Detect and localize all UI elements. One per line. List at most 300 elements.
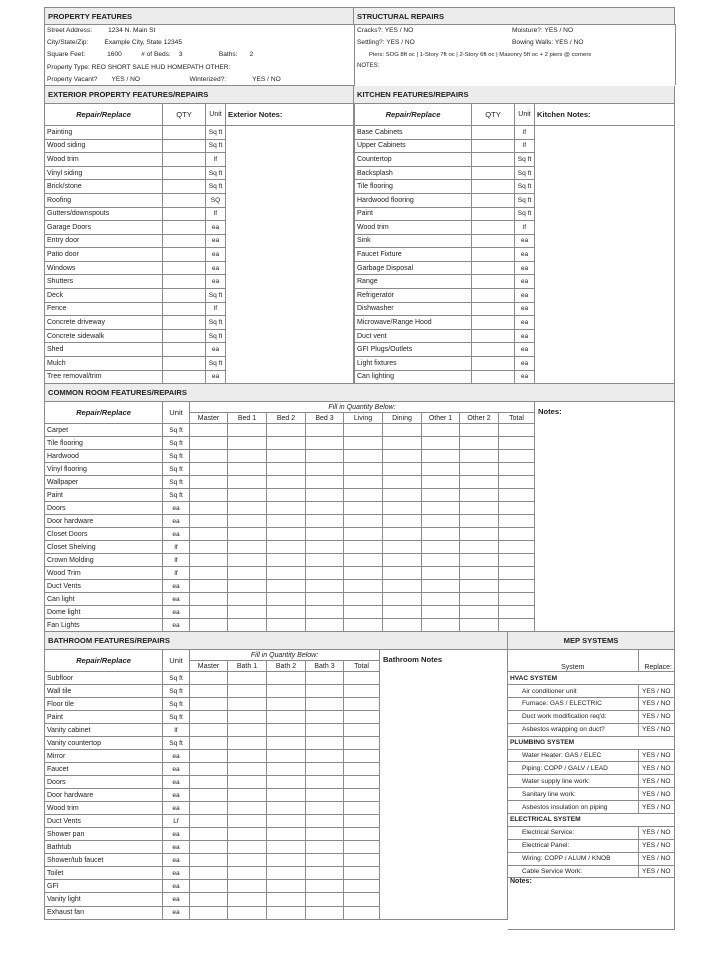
common-room-qty-cell[interactable] — [383, 502, 422, 515]
street-field[interactable] — [45, 25, 355, 37]
common-room-qty-cell[interactable] — [267, 580, 306, 593]
bathroom-qty-cell[interactable] — [228, 854, 267, 867]
mep-yes-no[interactable]: YES / NO — [638, 723, 675, 736]
bathroom-qty-cell[interactable] — [228, 698, 267, 711]
exterior-qty-cell[interactable] — [163, 275, 206, 289]
bathroom-qty-cell[interactable] — [306, 750, 344, 763]
common-room-qty-cell[interactable] — [460, 528, 499, 541]
common-room-qty-cell[interactable] — [499, 476, 535, 489]
common-room-qty-cell[interactable] — [228, 476, 267, 489]
common-room-qty-cell[interactable] — [499, 489, 535, 502]
common-room-qty-cell[interactable] — [267, 554, 306, 567]
bathroom-qty-cell[interactable] — [228, 841, 267, 854]
bathroom-qty-cell[interactable] — [267, 737, 306, 750]
bathroom-qty-cell[interactable] — [228, 893, 267, 906]
common-room-qty-cell[interactable] — [306, 619, 344, 632]
mep-notes[interactable]: Notes: — [508, 878, 675, 930]
bathroom-qty-cell[interactable] — [344, 815, 380, 828]
bathroom-qty-cell[interactable] — [190, 776, 228, 789]
bathroom-qty-cell[interactable] — [306, 802, 344, 815]
common-room-qty-cell[interactable] — [190, 606, 228, 619]
mep-yes-no[interactable]: YES / NO — [638, 788, 675, 801]
bathroom-qty-cell[interactable] — [344, 737, 380, 750]
common-room-qty-cell[interactable] — [190, 502, 228, 515]
common-room-qty-cell[interactable] — [306, 463, 344, 476]
common-room-qty-cell[interactable] — [344, 567, 383, 580]
common-room-qty-cell[interactable] — [267, 593, 306, 606]
common-room-qty-cell[interactable] — [228, 437, 267, 450]
common-room-qty-cell[interactable] — [228, 606, 267, 619]
common-room-qty-cell[interactable] — [228, 567, 267, 580]
common-room-qty-cell[interactable] — [383, 437, 422, 450]
bathroom-qty-cell[interactable] — [190, 750, 228, 763]
bathroom-qty-cell[interactable] — [228, 815, 267, 828]
common-room-qty-cell[interactable] — [383, 489, 422, 502]
common-room-qty-cell[interactable] — [460, 463, 499, 476]
common-room-qty-cell[interactable] — [344, 619, 383, 632]
common-room-qty-cell[interactable] — [499, 567, 535, 580]
bathroom-qty-cell[interactable] — [306, 763, 344, 776]
common-room-qty-cell[interactable] — [190, 619, 228, 632]
cracks-moisture-row[interactable] — [355, 25, 676, 37]
mep-yes-no[interactable]: YES / NO — [638, 749, 675, 762]
common-room-qty-cell[interactable] — [383, 515, 422, 528]
common-room-qty-cell[interactable] — [422, 541, 460, 554]
bathroom-qty-cell[interactable] — [306, 906, 344, 919]
mep-yes-no[interactable]: YES / NO — [638, 710, 675, 723]
exterior-qty-cell[interactable] — [163, 166, 206, 180]
kitchen-qty-cell[interactable] — [472, 248, 515, 262]
common-room-qty-cell[interactable] — [190, 528, 228, 541]
common-room-qty-cell[interactable] — [383, 580, 422, 593]
bathroom-qty-cell[interactable] — [228, 880, 267, 893]
kitchen-qty-cell[interactable] — [472, 275, 515, 289]
mep-yes-no[interactable]: YES / NO — [638, 775, 675, 788]
common-room-qty-cell[interactable] — [422, 476, 460, 489]
common-room-qty-cell[interactable] — [499, 502, 535, 515]
exterior-qty-cell[interactable] — [163, 221, 206, 235]
common-room-qty-cell[interactable] — [422, 437, 460, 450]
common-room-qty-cell[interactable] — [344, 606, 383, 619]
kitchen-notes-area[interactable] — [535, 125, 675, 383]
common-room-qty-cell[interactable] — [306, 515, 344, 528]
common-room-qty-cell[interactable] — [422, 450, 460, 463]
bathroom-qty-cell[interactable] — [306, 724, 344, 737]
common-room-qty-cell[interactable] — [267, 606, 306, 619]
common-room-qty-cell[interactable] — [306, 567, 344, 580]
bathroom-qty-cell[interactable] — [267, 724, 306, 737]
common-room-qty-cell[interactable] — [228, 593, 267, 606]
common-room-qty-cell[interactable] — [499, 541, 535, 554]
common-room-qty-cell[interactable] — [422, 463, 460, 476]
bathroom-qty-cell[interactable] — [228, 685, 267, 698]
common-room-qty-cell[interactable] — [228, 450, 267, 463]
common-room-qty-cell[interactable] — [190, 463, 228, 476]
common-room-qty-cell[interactable] — [499, 606, 535, 619]
common-room-qty-cell[interactable] — [422, 489, 460, 502]
bathroom-qty-cell[interactable] — [306, 698, 344, 711]
common-room-qty-cell[interactable] — [190, 424, 228, 437]
bathroom-qty-cell[interactable] — [228, 711, 267, 724]
kitchen-qty-cell[interactable] — [472, 221, 515, 235]
common-room-qty-cell[interactable] — [267, 450, 306, 463]
common-room-qty-cell[interactable] — [422, 606, 460, 619]
bathroom-qty-cell[interactable] — [228, 789, 267, 802]
bathroom-qty-cell[interactable] — [267, 867, 306, 880]
bathroom-qty-cell[interactable] — [228, 724, 267, 737]
structural-notes[interactable]: NOTES: — [355, 61, 676, 85]
common-room-qty-cell[interactable] — [228, 580, 267, 593]
common-room-qty-cell[interactable] — [267, 541, 306, 554]
bathroom-qty-cell[interactable] — [344, 880, 380, 893]
city-field[interactable] — [45, 37, 355, 49]
common-room-qty-cell[interactable] — [499, 424, 535, 437]
bathroom-qty-cell[interactable] — [190, 841, 228, 854]
common-room-qty-cell[interactable] — [190, 541, 228, 554]
common-room-qty-cell[interactable] — [228, 541, 267, 554]
common-room-qty-cell[interactable] — [460, 502, 499, 515]
common-room-qty-cell[interactable] — [190, 450, 228, 463]
common-room-qty-cell[interactable] — [228, 424, 267, 437]
common-room-qty-cell[interactable] — [383, 463, 422, 476]
exterior-qty-cell[interactable] — [163, 234, 206, 248]
common-room-qty-cell[interactable] — [422, 593, 460, 606]
common-room-qty-cell[interactable] — [306, 502, 344, 515]
common-room-qty-cell[interactable] — [228, 554, 267, 567]
bathroom-qty-cell[interactable] — [306, 685, 344, 698]
exterior-qty-cell[interactable] — [163, 180, 206, 194]
common-room-qty-cell[interactable] — [499, 450, 535, 463]
bathroom-qty-cell[interactable] — [228, 867, 267, 880]
exterior-qty-cell[interactable] — [163, 370, 206, 384]
common-room-qty-cell[interactable] — [344, 593, 383, 606]
common-room-qty-cell[interactable] — [344, 463, 383, 476]
bathroom-qty-cell[interactable] — [306, 737, 344, 750]
bathroom-qty-cell[interactable] — [267, 815, 306, 828]
bathroom-qty-cell[interactable] — [228, 737, 267, 750]
exterior-qty-cell[interactable] — [163, 193, 206, 207]
bathroom-qty-cell[interactable] — [190, 906, 228, 919]
bathroom-qty-cell[interactable] — [344, 893, 380, 906]
bathroom-qty-cell[interactable] — [267, 750, 306, 763]
common-room-qty-cell[interactable] — [422, 567, 460, 580]
common-room-qty-cell[interactable] — [499, 515, 535, 528]
common-room-qty-cell[interactable] — [422, 528, 460, 541]
common-room-qty-cell[interactable] — [460, 580, 499, 593]
bathroom-qty-cell[interactable] — [344, 685, 380, 698]
common-room-qty-cell[interactable] — [499, 554, 535, 567]
exterior-qty-cell[interactable] — [163, 153, 206, 167]
common-room-qty-cell[interactable] — [306, 580, 344, 593]
bathroom-qty-cell[interactable] — [267, 802, 306, 815]
bathroom-qty-cell[interactable] — [306, 867, 344, 880]
kitchen-qty-cell[interactable] — [472, 343, 515, 357]
bathroom-qty-cell[interactable] — [344, 854, 380, 867]
common-room-qty-cell[interactable] — [460, 515, 499, 528]
bathroom-qty-cell[interactable] — [190, 724, 228, 737]
bathroom-qty-cell[interactable] — [344, 763, 380, 776]
bathroom-qty-cell[interactable] — [344, 789, 380, 802]
bathroom-qty-cell[interactable] — [344, 776, 380, 789]
common-room-qty-cell[interactable] — [499, 437, 535, 450]
bathroom-qty-cell[interactable] — [306, 711, 344, 724]
bathroom-qty-cell[interactable] — [190, 672, 228, 685]
vacant-field[interactable] — [45, 73, 355, 85]
exterior-notes-area[interactable] — [226, 125, 354, 383]
mep-yes-no[interactable]: YES / NO — [638, 852, 675, 865]
common-room-qty-cell[interactable] — [267, 476, 306, 489]
property-type-field[interactable] — [45, 61, 355, 73]
bathroom-qty-cell[interactable] — [228, 906, 267, 919]
bathroom-qty-cell[interactable] — [228, 802, 267, 815]
kitchen-qty-cell[interactable] — [472, 302, 515, 316]
exterior-qty-cell[interactable] — [163, 316, 206, 330]
bathroom-qty-cell[interactable] — [190, 737, 228, 750]
common-room-qty-cell[interactable] — [460, 424, 499, 437]
bathroom-qty-cell[interactable] — [267, 841, 306, 854]
common-room-qty-cell[interactable] — [190, 489, 228, 502]
bathroom-qty-cell[interactable] — [267, 789, 306, 802]
kitchen-qty-cell[interactable] — [472, 153, 515, 167]
common-room-qty-cell[interactable] — [306, 424, 344, 437]
mep-yes-no[interactable]: YES / NO — [638, 826, 675, 839]
common-room-qty-cell[interactable] — [460, 606, 499, 619]
bathroom-qty-cell[interactable] — [344, 711, 380, 724]
common-room-qty-cell[interactable] — [383, 593, 422, 606]
kitchen-qty-cell[interactable] — [472, 180, 515, 194]
bathroom-qty-cell[interactable] — [190, 711, 228, 724]
common-room-qty-cell[interactable] — [228, 528, 267, 541]
common-room-qty-cell[interactable] — [267, 567, 306, 580]
common-room-qty-cell[interactable] — [499, 619, 535, 632]
bathroom-qty-cell[interactable] — [344, 828, 380, 841]
size-fields[interactable] — [45, 49, 355, 61]
bathroom-qty-cell[interactable] — [267, 711, 306, 724]
common-room-qty-cell[interactable] — [422, 515, 460, 528]
common-room-qty-cell[interactable] — [344, 437, 383, 450]
common-room-qty-cell[interactable] — [499, 593, 535, 606]
common-room-qty-cell[interactable] — [228, 619, 267, 632]
bathroom-qty-cell[interactable] — [190, 763, 228, 776]
bathroom-qty-cell[interactable] — [228, 763, 267, 776]
common-room-qty-cell[interactable] — [306, 437, 344, 450]
exterior-qty-cell[interactable] — [163, 248, 206, 262]
common-room-qty-cell[interactable] — [228, 489, 267, 502]
bathroom-qty-cell[interactable] — [267, 893, 306, 906]
common-room-qty-cell[interactable] — [306, 450, 344, 463]
kitchen-qty-cell[interactable] — [472, 166, 515, 180]
common-room-qty-cell[interactable] — [383, 541, 422, 554]
common-room-qty-cell[interactable] — [267, 528, 306, 541]
common-room-qty-cell[interactable] — [344, 554, 383, 567]
common-room-qty-cell[interactable] — [306, 489, 344, 502]
common-room-qty-cell[interactable] — [190, 554, 228, 567]
kitchen-qty-cell[interactable] — [472, 316, 515, 330]
exterior-qty-cell[interactable] — [163, 139, 206, 153]
exterior-qty-cell[interactable] — [163, 302, 206, 316]
kitchen-qty-cell[interactable] — [472, 289, 515, 303]
common-room-qty-cell[interactable] — [460, 567, 499, 580]
bathroom-qty-cell[interactable] — [267, 854, 306, 867]
common-room-qty-cell[interactable] — [460, 619, 499, 632]
common-room-qty-cell[interactable] — [344, 424, 383, 437]
common-room-qty-cell[interactable] — [306, 476, 344, 489]
common-room-qty-cell[interactable] — [383, 619, 422, 632]
exterior-qty-cell[interactable] — [163, 125, 206, 139]
kitchen-qty-cell[interactable] — [472, 139, 515, 153]
mep-yes-no[interactable]: YES / NO — [638, 839, 675, 852]
bathroom-qty-cell[interactable] — [267, 828, 306, 841]
kitchen-qty-cell[interactable] — [472, 370, 515, 384]
bathroom-qty-cell[interactable] — [228, 672, 267, 685]
exterior-qty-cell[interactable] — [163, 207, 206, 221]
common-room-qty-cell[interactable] — [306, 606, 344, 619]
common-room-qty-cell[interactable] — [460, 437, 499, 450]
bathroom-qty-cell[interactable] — [344, 698, 380, 711]
common-room-qty-cell[interactable] — [460, 554, 499, 567]
bathroom-qty-cell[interactable] — [344, 672, 380, 685]
common-room-qty-cell[interactable] — [344, 489, 383, 502]
bathroom-qty-cell[interactable] — [306, 789, 344, 802]
bathroom-qty-cell[interactable] — [344, 906, 380, 919]
common-room-qty-cell[interactable] — [422, 502, 460, 515]
common-room-qty-cell[interactable] — [460, 450, 499, 463]
common-room-qty-cell[interactable] — [344, 580, 383, 593]
common-room-qty-cell[interactable] — [344, 502, 383, 515]
bathroom-qty-cell[interactable] — [306, 672, 344, 685]
common-room-qty-cell[interactable] — [344, 450, 383, 463]
bathroom-qty-cell[interactable] — [190, 685, 228, 698]
common-room-qty-cell[interactable] — [190, 437, 228, 450]
common-room-qty-cell[interactable] — [267, 619, 306, 632]
bathroom-qty-cell[interactable] — [267, 880, 306, 893]
exterior-qty-cell[interactable] — [163, 329, 206, 343]
mep-yes-no[interactable]: YES / NO — [638, 801, 675, 814]
common-room-qty-cell[interactable] — [306, 541, 344, 554]
bathroom-qty-cell[interactable] — [190, 854, 228, 867]
bathroom-qty-cell[interactable] — [190, 789, 228, 802]
common-room-qty-cell[interactable] — [267, 424, 306, 437]
common-room-qty-cell[interactable] — [306, 593, 344, 606]
bathroom-qty-cell[interactable] — [306, 893, 344, 906]
common-room-notes-area[interactable]: Notes: — [535, 402, 675, 632]
common-room-qty-cell[interactable] — [422, 619, 460, 632]
common-room-qty-cell[interactable] — [190, 476, 228, 489]
common-room-qty-cell[interactable] — [460, 476, 499, 489]
bathroom-qty-cell[interactable] — [306, 841, 344, 854]
kitchen-qty-cell[interactable] — [472, 329, 515, 343]
common-room-qty-cell[interactable] — [422, 554, 460, 567]
bathroom-qty-cell[interactable] — [267, 763, 306, 776]
bathroom-qty-cell[interactable] — [267, 698, 306, 711]
bathroom-qty-cell[interactable] — [190, 698, 228, 711]
exterior-qty-cell[interactable] — [163, 289, 206, 303]
mep-yes-no[interactable]: YES / NO — [638, 698, 675, 711]
common-room-qty-cell[interactable] — [344, 476, 383, 489]
common-room-qty-cell[interactable] — [344, 541, 383, 554]
common-room-qty-cell[interactable] — [267, 463, 306, 476]
bathroom-qty-cell[interactable] — [344, 841, 380, 854]
kitchen-qty-cell[interactable] — [472, 125, 515, 139]
bathroom-qty-cell[interactable] — [190, 802, 228, 815]
common-room-qty-cell[interactable] — [344, 515, 383, 528]
bathroom-qty-cell[interactable] — [267, 906, 306, 919]
common-room-qty-cell[interactable] — [460, 593, 499, 606]
common-room-qty-cell[interactable] — [460, 489, 499, 502]
common-room-qty-cell[interactable] — [267, 489, 306, 502]
common-room-qty-cell[interactable] — [383, 476, 422, 489]
common-room-qty-cell[interactable] — [499, 463, 535, 476]
common-room-qty-cell[interactable] — [267, 437, 306, 450]
bathroom-qty-cell[interactable] — [228, 776, 267, 789]
common-room-qty-cell[interactable] — [267, 515, 306, 528]
common-room-qty-cell[interactable] — [383, 424, 422, 437]
settling-bowing-row[interactable] — [355, 37, 676, 49]
kitchen-qty-cell[interactable] — [472, 261, 515, 275]
kitchen-qty-cell[interactable] — [472, 357, 515, 371]
common-room-qty-cell[interactable] — [267, 502, 306, 515]
common-room-qty-cell[interactable] — [383, 606, 422, 619]
bathroom-qty-cell[interactable] — [190, 815, 228, 828]
common-room-qty-cell[interactable] — [383, 528, 422, 541]
common-room-qty-cell[interactable] — [228, 515, 267, 528]
kitchen-qty-cell[interactable] — [472, 193, 515, 207]
exterior-qty-cell[interactable] — [163, 357, 206, 371]
bathroom-qty-cell[interactable] — [267, 685, 306, 698]
bathroom-qty-cell[interactable] — [306, 828, 344, 841]
exterior-qty-cell[interactable] — [163, 343, 206, 357]
bathroom-qty-cell[interactable] — [228, 750, 267, 763]
common-room-qty-cell[interactable] — [422, 424, 460, 437]
bathroom-qty-cell[interactable] — [306, 815, 344, 828]
kitchen-qty-cell[interactable] — [472, 207, 515, 221]
bathroom-qty-cell[interactable] — [344, 802, 380, 815]
bathroom-qty-cell[interactable] — [267, 776, 306, 789]
common-room-qty-cell[interactable] — [190, 593, 228, 606]
bathroom-qty-cell[interactable] — [306, 854, 344, 867]
common-room-qty-cell[interactable] — [383, 567, 422, 580]
common-room-qty-cell[interactable] — [460, 541, 499, 554]
bathroom-qty-cell[interactable] — [190, 828, 228, 841]
bathroom-qty-cell[interactable] — [190, 893, 228, 906]
bathroom-qty-cell[interactable] — [306, 776, 344, 789]
common-room-qty-cell[interactable] — [190, 515, 228, 528]
kitchen-qty-cell[interactable] — [472, 234, 515, 248]
bathroom-qty-cell[interactable] — [344, 724, 380, 737]
common-room-qty-cell[interactable] — [306, 554, 344, 567]
mep-yes-no[interactable]: YES / NO — [638, 685, 675, 698]
bathroom-notes-area[interactable]: Bathroom Notes — [380, 650, 508, 919]
bathroom-qty-cell[interactable] — [190, 880, 228, 893]
common-room-qty-cell[interactable] — [228, 463, 267, 476]
bathroom-qty-cell[interactable] — [306, 880, 344, 893]
bathroom-qty-cell[interactable] — [267, 672, 306, 685]
bathroom-qty-cell[interactable] — [344, 750, 380, 763]
exterior-qty-cell[interactable] — [163, 261, 206, 275]
common-room-qty-cell[interactable] — [383, 450, 422, 463]
common-room-qty-cell[interactable] — [190, 567, 228, 580]
common-room-qty-cell[interactable] — [499, 528, 535, 541]
bathroom-qty-cell[interactable] — [228, 828, 267, 841]
common-room-qty-cell[interactable] — [383, 554, 422, 567]
mep-yes-no[interactable]: YES / NO — [638, 762, 675, 775]
mep-yes-no[interactable]: YES / NO — [638, 865, 675, 878]
common-room-qty-cell[interactable] — [422, 580, 460, 593]
bathroom-qty-cell[interactable] — [344, 867, 380, 880]
common-room-qty-cell[interactable] — [499, 580, 535, 593]
common-room-qty-cell[interactable] — [190, 580, 228, 593]
common-room-qty-cell[interactable] — [344, 528, 383, 541]
